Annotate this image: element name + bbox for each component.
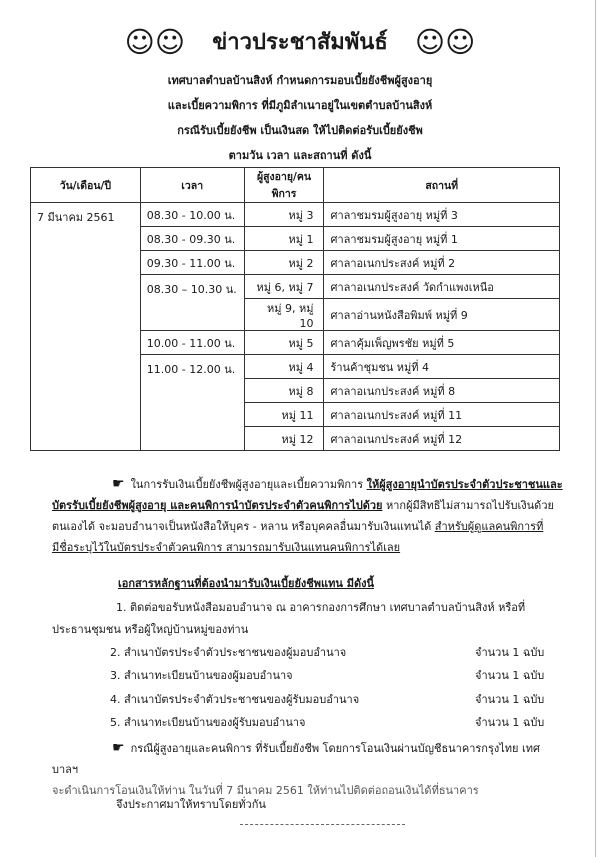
document-quantity: จำนวน 1 ฉบับ — [475, 693, 545, 706]
time-cell: 08.30 - 10.00 น. — [140, 203, 244, 227]
place-cell: ศาลาอเนกประสงค์ หมู่ที่ 12 — [324, 427, 560, 451]
document-quantity: จำนวน 1 ฉบับ — [475, 716, 545, 729]
intro-line: เทศบาลตำบลบ้านสิงห์ กำหนดการมอบเบี้ยยังชีพผู้สูงอายุ — [167, 74, 433, 87]
page-title: ข่าวประชาสัมพันธ์ — [212, 30, 388, 55]
smiley-icon: ☺☺ — [414, 24, 476, 59]
document-name: 5. สำเนาทะเบียนบ้านของผู้รับมอบอำนาจ — [110, 716, 306, 729]
place-cell: ศาลาอ่านหนังสือพิมพ์ หมู่ที่ 9 — [324, 299, 560, 331]
place-cell: ศาลาคุ้มเพ็ญพรชัย หมู่ที่ 5 — [324, 331, 560, 355]
header-group: ผู้สูงอายุ/คนพิการ — [244, 168, 324, 203]
place-cell: ศาลาอเนกประสงค์ หมู่ที่ 2 — [324, 251, 560, 275]
place-cell: ศาลาชมรมผู้สูงอายุ หมู่ที่ 1 — [324, 227, 560, 251]
payment-instructions — [52, 474, 564, 558]
group-cell: หมู่ 2 — [244, 251, 324, 275]
time-cell: 08.30 - 09.30 น. — [140, 227, 244, 251]
group-cell: หมู่ 6, หมู่ 7 — [244, 275, 324, 299]
paragraph-text: จะดำเนินการโอนเงินให้ท่าน ในวันที่ 7 มีนาคม 2561 ให้ท่านไปติดต่อถอนเงินได้ที่ธนาคาร — [52, 784, 479, 797]
underlined-text: สำหรับผู้ดูแลคนพิการที่มีชื่อระบุไว้ในบัตรประจำตัวคนพิการ สามารถมารับเงินแทนคนพิการได้เลย — [52, 520, 544, 554]
date-cell: 7 มีนาคม 2561 — [31, 203, 141, 451]
paragraph-text: ในการรับเงินเบี้ยยังชีพผู้สูงอายุและเบี้ยความพิการ — [130, 478, 367, 491]
header-place: สถานที่ — [324, 168, 560, 203]
intro-line: ตามวัน เวลา และสถานที่ ดังนี้ — [228, 149, 372, 162]
document-quantity: จำนวน 1 ฉบับ — [475, 646, 545, 659]
time-cell: 08.30 – 10.30 น. — [140, 275, 244, 331]
paragraph-text: กรณีผู้สูงอายุและคนพิการ ที่รับเบี้ยยังชีพ โดยการโอนเงินผ่านบัญชีธนาคารกรุงไทย เทศบาลฯ — [52, 742, 540, 776]
paragraph-text: หากผู้มีสิทธิไม่สามารถไปรับเงินด้วยตนเองได้ จะมอบอำนาจเป็นหนังสือให้บุคร - หลาน หรือบุคคลอื่นมารับเงินแทนได้ — [52, 499, 554, 533]
place-cell: ศาลาอเนกประสงค์ หมู่ที่ 11 — [324, 403, 560, 427]
group-cell: หมู่ 12 — [244, 427, 324, 451]
header-date: วัน/เดือน/ปี — [31, 168, 141, 203]
place-cell: ศาลาชมรมผู้สูงอายุ หมู่ที่ 3 — [324, 203, 560, 227]
smiley-icon: ☺☺ — [124, 24, 186, 59]
header-time: เวลา — [140, 168, 244, 203]
schedule-table — [30, 167, 560, 451]
intro-line: และเบี้ยความพิการ ที่มีภูมิลำเนาอยู่ในเขตตำบลบ้านสิงห์ — [167, 99, 433, 112]
group-cell: หมู่ 5 — [244, 331, 324, 355]
time-cell: 09.30 - 11.00 น. — [140, 251, 244, 275]
closing-announcement: จึงประกาศมาให้ทราบโดยทั่วกัน — [116, 798, 266, 811]
signature-line — [240, 824, 405, 825]
intro-text — [0, 68, 600, 168]
emphasis-text: ให้ผู้สูงอายุนำบัตรประจำตัวประชาชนและบัตรรับเบี้ยยังชีพผู้สูงอายุ และคนพิการนำบัตรประจำตัวคนพิการไปด้วย — [52, 478, 563, 512]
document-quantity: จำนวน 1 ฉบับ — [475, 669, 545, 682]
place-cell: ร้านค้าชุมชน หมู่ที่ 4 — [324, 355, 560, 379]
document-name: 3. สำเนาทะเบียนบ้านของผู้มอบอำนาจ — [110, 669, 293, 682]
group-cell: หมู่ 1 — [244, 227, 324, 251]
place-cell: ศาลาอเนกประสงค์ หมู่ที่ 8 — [324, 379, 560, 403]
document-item: 1. ติดต่อขอรับหนังสือมอบอำนาจ ณ อาคารกองการศึกษา เทศบาลตำบลบ้านสิงห์ หรือที่ประธานชุมชน หรือผู้ใหญ่บ้านหมู่ของท่าน — [52, 601, 526, 636]
place-cell: ศาลาอเนกประสงค์ วัดกำแพงเหนือ — [324, 275, 560, 299]
intro-line: กรณีรับเบี้ยยังชีพ เป็นเงินสด ให้ไปติดต่อรับเบี้ยยังชีพ — [177, 124, 423, 137]
bank-transfer-note — [52, 738, 564, 801]
table-row — [31, 203, 560, 227]
group-cell: หมู่ 11 — [244, 403, 324, 427]
time-cell: 10.00 - 11.00 น. — [140, 331, 244, 355]
pointing-hand-icon: ☛ — [112, 740, 125, 756]
group-cell: หมู่ 8 — [244, 379, 324, 403]
time-cell: 11.00 - 12.00 น. — [140, 355, 244, 451]
table-header-row — [31, 168, 560, 203]
documents-heading: เอกสารหลักฐานที่ต้องนำมารับเงินเบี้ยยังชีพแทน มีดังนี้ — [118, 577, 374, 590]
document-name: 2. สำเนาบัตรประจำตัวประชาชนของผู้มอบอำนาจ — [110, 646, 347, 659]
group-cell: หมู่ 4 — [244, 355, 324, 379]
group-cell: หมู่ 3 — [244, 203, 324, 227]
document-heading — [0, 24, 600, 59]
document-name: 4. สำเนาบัตรประจำตัวประชาชนของผู้รับมอบอำนาจ — [110, 693, 360, 706]
group-cell: หมู่ 9, หมู่ 10 — [244, 299, 324, 331]
pointing-hand-icon: ☛ — [112, 476, 125, 492]
